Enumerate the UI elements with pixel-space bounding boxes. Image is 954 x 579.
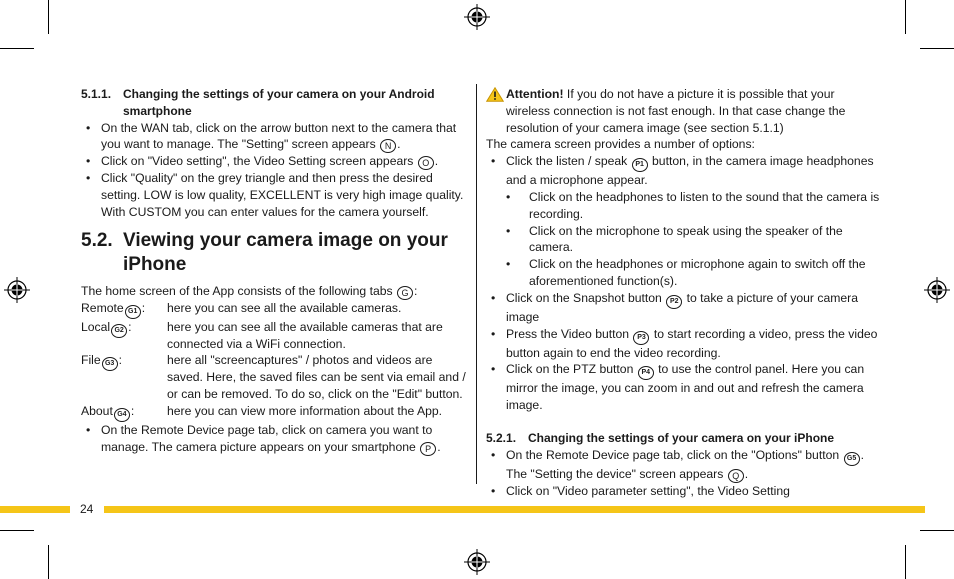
ref-marker-o: O <box>418 156 434 170</box>
tab-definition-row: Remote G1 : here you can see all the available cameras. <box>81 300 471 319</box>
footer-accent-bar <box>0 506 70 513</box>
ref-marker-p1: P1 <box>632 158 648 172</box>
list-item: • Click on "Video parameter setting", the Video Setting <box>486 483 881 500</box>
ref-marker-g: G <box>397 286 413 300</box>
android-settings-steps <box>81 120 471 221</box>
page-number: 24 <box>80 502 94 516</box>
ref-marker-g4: G4 <box>114 408 130 422</box>
tab-definitions <box>81 300 471 422</box>
list-item: • Click on the Snapshot button P2 to take a picture of your camera image <box>486 290 881 326</box>
list-item: • Press the Video button P3 to start recording a video, press the video button again to end the video recording. <box>486 326 881 362</box>
crop-mark <box>48 545 49 579</box>
crop-mark <box>905 545 906 579</box>
camera-options-list-more <box>486 290 881 414</box>
list-item: • Click "Quality" on the grey triangle and then press the desired setting. LOW is low quality, EXCELLENT is very high image quality. With CUSTOM you can enter values for the camera yourself. <box>81 170 471 220</box>
list-item: • Click on "Video setting", the Video Setting screen appears O . <box>81 153 471 170</box>
iphone-settings-steps <box>486 447 881 500</box>
subsection-number: 5.2.1. <box>486 430 517 445</box>
list-item: • Click on the headphones or microphone again to switch off the aforementioned function(s). <box>486 256 881 290</box>
section-heading-5-2 <box>81 229 471 277</box>
crop-mark <box>0 48 34 49</box>
list-item: • Click on the PTZ button P4 to use the control panel. Here you can mirror the image, you can zoom in and out and refresh the camera image. <box>486 361 881 414</box>
options-intro: The camera screen provides a number of options: <box>486 137 755 152</box>
list-item: • On the Remote Device page tab, click on the "Options" button G5 . The "Setting the device" screen appears Q . <box>486 447 881 483</box>
column-divider <box>476 84 477 484</box>
crop-mark <box>920 48 954 49</box>
camera-options-list <box>486 153 881 189</box>
warning-triangle-icon <box>486 87 504 102</box>
ref-marker-p3: P3 <box>633 331 649 345</box>
iphone-view-steps <box>81 422 471 456</box>
ref-marker-g5: G5 <box>844 452 860 466</box>
attention-label: Attention! <box>506 87 564 101</box>
tab-definition-row: File G3 : here all "screencaptures" / photos and videos are saved. Here, the saved files can be sent via email and / or can be removed. To do so, click on the "Edit" button. <box>81 353 466 401</box>
list-item: • On the WAN tab, click on the arrow button next to the camera that you want to manage. The "Setting" screen appears N . <box>81 120 471 154</box>
list-item: • Click on the headphones to listen to the sound that the camera is recording. <box>486 189 881 223</box>
audio-sub-options <box>486 189 881 290</box>
ref-marker-p2: P2 <box>666 295 682 309</box>
attention-note: Attention! If you do not have a picture it is possible that your wireless connection is not fast enough. In that case change the resolution of your camera image (see section 5.1.1) <box>486 86 881 136</box>
registration-mark-icon <box>464 4 490 30</box>
ref-marker-g3: G3 <box>102 357 118 371</box>
subsection-title: Changing the settings of your camera on your Android smartphone <box>123 87 435 118</box>
crop-mark <box>0 530 34 531</box>
list-item: • Click on the microphone to speak using the speaker of the camera. <box>486 223 881 257</box>
crop-mark <box>905 0 906 34</box>
registration-mark-icon <box>464 549 490 575</box>
registration-mark-icon <box>924 277 950 303</box>
subsection-title: Changing the settings of your camera on your iPhone <box>528 430 835 445</box>
subsection-number: 5.1.1. <box>81 87 112 101</box>
section-title: Viewing your camera image on your iPhone <box>123 229 448 275</box>
right-column <box>486 86 881 500</box>
crop-mark <box>920 530 954 531</box>
ref-marker-q: Q <box>728 469 744 483</box>
ref-marker-p: P <box>420 442 436 456</box>
list-item: • Click the listen / speak P1 button, in the camera image headphones and a microphone appear. <box>486 153 881 189</box>
ref-marker-g1: G1 <box>125 305 141 319</box>
section-number: 5.2. <box>81 229 113 251</box>
subsection-heading-5-2-1 <box>486 430 881 447</box>
registration-mark-icon <box>4 277 30 303</box>
ref-marker-g2: G2 <box>111 324 127 338</box>
crop-mark <box>48 0 49 34</box>
subsection-heading-5-1-1 <box>81 86 471 120</box>
tabs-intro: The home screen of the App consists of the following tabs G : <box>81 283 418 298</box>
list-item: • On the Remote Device page tab, click on camera you want to manage. The camera picture appears on your smartphone P . <box>81 422 471 456</box>
tab-definition-row: Local G2 : here you can see all the available cameras that are connected via a WiFi connection. <box>81 319 443 351</box>
ref-marker-n: N <box>380 139 396 153</box>
footer-accent-bar <box>104 506 925 513</box>
ref-marker-p4: P4 <box>638 366 654 380</box>
left-column <box>81 86 471 456</box>
tab-definition-row: About G4 : here you can view more information about the App. <box>81 403 471 422</box>
